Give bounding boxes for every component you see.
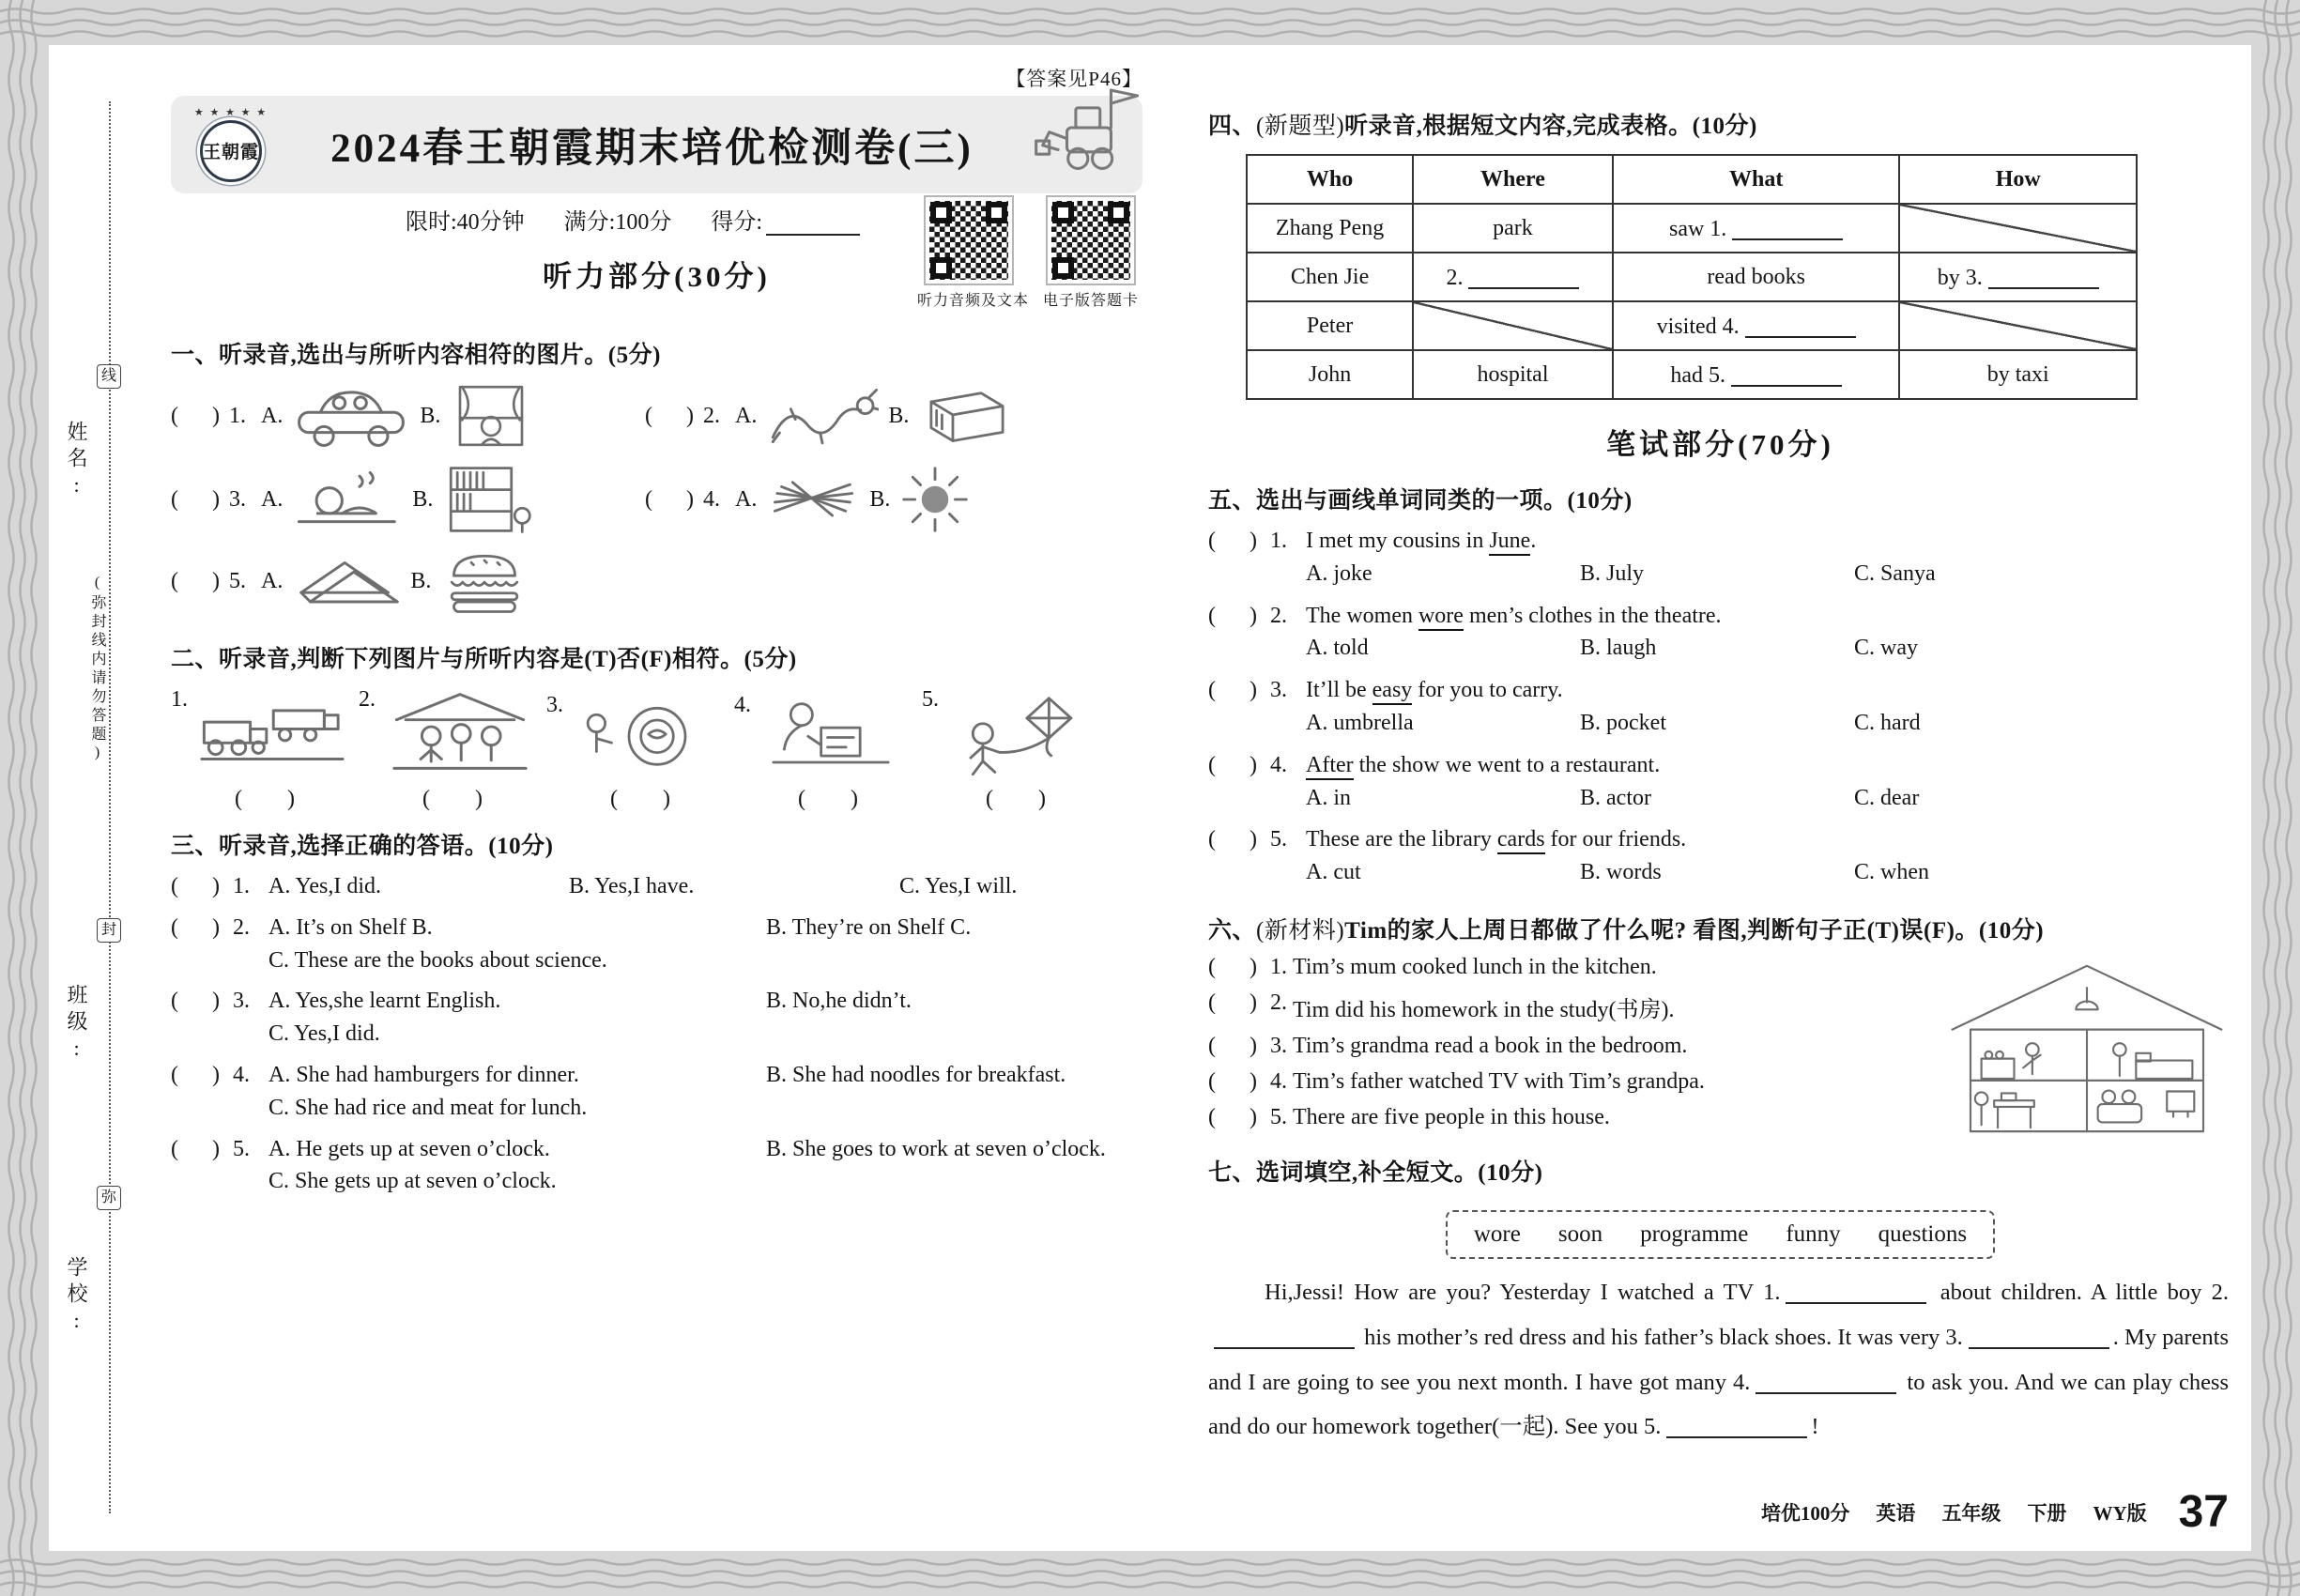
cell-what: saw 1. bbox=[1613, 204, 1900, 253]
option-a: A. Yes,she learnt English. bbox=[268, 989, 501, 1014]
qr-finder-icon bbox=[986, 202, 1007, 223]
crossed-cell bbox=[1899, 204, 2137, 253]
q1-row-1 bbox=[171, 379, 1142, 453]
item-number: 1. bbox=[228, 403, 246, 428]
essay-blank-4[interactable] bbox=[1756, 1368, 1896, 1394]
underlined-word: cards bbox=[1497, 827, 1545, 854]
option-a: A. umbrella bbox=[1306, 710, 1414, 735]
class-label: 班级: bbox=[65, 984, 88, 1066]
option-c: C. hard bbox=[1854, 710, 1921, 735]
q1-item-5 bbox=[171, 546, 645, 616]
cell-how: by 3. bbox=[1899, 253, 2137, 301]
stem-sentence: The women wore men’s clothes in the theatre. bbox=[1306, 600, 1722, 633]
q1-item-4 bbox=[645, 464, 1119, 535]
listening-table bbox=[1246, 154, 2138, 400]
seal-char-feng: 封 bbox=[97, 918, 121, 943]
q3-item-5 bbox=[171, 1133, 1142, 1199]
seal-dotted-line bbox=[109, 101, 111, 1513]
boy-with-kite-image bbox=[948, 687, 1095, 775]
stem-sentence: It’ll be easy for you to carry. bbox=[1306, 674, 1563, 707]
word-bank bbox=[1446, 1210, 1995, 1259]
option-a: A. cut bbox=[1306, 860, 1361, 885]
item-number: 2. bbox=[359, 687, 376, 712]
q2-item-4 bbox=[734, 693, 922, 775]
footer-subject: 英语 bbox=[1876, 1501, 1916, 1525]
item-number: 3. bbox=[228, 486, 246, 512]
q2-item-5 bbox=[922, 687, 1110, 775]
underlined-word: wore bbox=[1418, 604, 1464, 631]
q6-item-3 bbox=[1208, 1034, 1928, 1059]
answer-slot-q5-5[interactable]: ( ) bbox=[1208, 827, 1257, 852]
item-number: 4. bbox=[734, 693, 751, 717]
essay-blank-3[interactable] bbox=[1969, 1323, 2109, 1349]
written-part-title: 笔试部分(70分) bbox=[1606, 428, 1834, 461]
score-label: 得分: bbox=[711, 210, 763, 235]
answer-slot-q3-5[interactable]: ( ) bbox=[171, 1136, 220, 1161]
q1-row-3 bbox=[171, 546, 1142, 616]
item-number: 3. bbox=[1270, 678, 1287, 703]
qr-audio-item bbox=[917, 197, 1030, 310]
tf-slot-q6-3[interactable]: ( ) bbox=[1208, 1033, 1257, 1058]
table-blank-1[interactable] bbox=[1732, 214, 1843, 240]
q2-answer-slots bbox=[171, 787, 1142, 812]
item-number: 5. bbox=[228, 568, 246, 593]
new-material-tag: (新材料) bbox=[1256, 917, 1345, 944]
footer-series: 培优100分 bbox=[1760, 1501, 1850, 1525]
cell-who: Zhang Peng bbox=[1247, 204, 1413, 253]
item-number: 2. bbox=[233, 914, 250, 940]
qr-codes bbox=[917, 197, 1142, 310]
option-letter-b: B. bbox=[869, 486, 891, 512]
boy-sleeping-image bbox=[292, 466, 403, 533]
option-b: B. They’re on Shelf C. bbox=[766, 914, 972, 940]
cell-where: park bbox=[1413, 204, 1613, 253]
item-number: 3. bbox=[1270, 1033, 1287, 1058]
item-number: 4. bbox=[1270, 752, 1287, 777]
qr-finder-icon bbox=[1108, 202, 1129, 223]
paper-title: 2024春王朝霞期末培优检测卷(三) bbox=[330, 126, 974, 171]
statement-text: Tim’s father watched TV with Tim’s grandpa. bbox=[1293, 1068, 1705, 1094]
q1-item-3 bbox=[171, 464, 645, 535]
col-header-where: Where bbox=[1413, 155, 1613, 204]
option-b: B. laugh bbox=[1580, 636, 1657, 661]
cell-who: Chen Jie bbox=[1247, 253, 1413, 301]
item-number: 5. bbox=[1270, 1104, 1287, 1129]
item-number: 2. bbox=[1270, 990, 1287, 1015]
item-number: 1. bbox=[1270, 954, 1287, 979]
q1-row-2 bbox=[171, 464, 1142, 535]
item-number: 2. bbox=[1270, 603, 1287, 628]
hamburger-image bbox=[440, 547, 529, 615]
footer-grade: 五年级 bbox=[1941, 1501, 2001, 1525]
answer-slot-q3-4[interactable]: ( ) bbox=[171, 1062, 220, 1087]
option-letter-a: A. bbox=[260, 486, 284, 512]
cell-who: Peter bbox=[1247, 301, 1413, 350]
cell-what: read books bbox=[1613, 253, 1900, 301]
child-with-plate-image bbox=[573, 693, 713, 775]
tf-slot-q6-5[interactable]: ( ) bbox=[1208, 1104, 1257, 1129]
q5-item-3 bbox=[1208, 674, 2232, 740]
right-column bbox=[1208, 64, 2232, 1538]
tf-slot-3[interactable]: ( ) bbox=[610, 787, 670, 811]
section5-heading: 五、选出与画线单词同类的一项。(10分) bbox=[1208, 488, 1633, 514]
blank-number: 2. bbox=[2211, 1279, 2229, 1305]
item-number: 3. bbox=[233, 989, 250, 1014]
option-b: B. pocket bbox=[1580, 710, 1666, 735]
table-row bbox=[1247, 350, 2137, 399]
house-cutaway-image bbox=[1941, 957, 2232, 1139]
option-b: B. words bbox=[1580, 860, 1662, 885]
essay-blank-1[interactable] bbox=[1786, 1278, 1926, 1304]
answer-slot-q1-3[interactable]: ( ) bbox=[171, 486, 220, 512]
score-blank[interactable] bbox=[766, 209, 860, 236]
q2-item-1 bbox=[171, 687, 359, 775]
table-blank-5[interactable] bbox=[1731, 361, 1842, 387]
option-b: B. Yes,I have. bbox=[569, 874, 695, 898]
item-number: 2. bbox=[702, 403, 720, 428]
table-row bbox=[1247, 301, 2137, 350]
q1-item-1 bbox=[171, 379, 645, 453]
score-field bbox=[711, 203, 860, 236]
sticks-image bbox=[766, 468, 860, 530]
option-c: C. She had rice and meat for lunch. bbox=[268, 1095, 588, 1120]
q6-block bbox=[1208, 955, 2232, 1141]
logo-text: 王朝霞 bbox=[203, 143, 260, 162]
cell-how: by taxi bbox=[1899, 350, 2137, 399]
footer-edition: WY版 bbox=[2093, 1501, 2147, 1525]
qr-audio-label: 听力音频及文本 bbox=[917, 293, 1030, 309]
q6-item-4 bbox=[1208, 1069, 1928, 1095]
bank-word: wore bbox=[1473, 1220, 1521, 1247]
option-b: B. She had noodles for breakfast. bbox=[766, 1062, 1066, 1087]
tf-slot-2[interactable]: ( ) bbox=[422, 787, 483, 811]
q3-item-2 bbox=[171, 912, 1142, 977]
seal-char-mi: 弥 bbox=[97, 1186, 121, 1210]
mascot-loader-graphic bbox=[1034, 77, 1144, 178]
qr-card-item bbox=[1039, 197, 1142, 310]
option-letter-a: A. bbox=[260, 568, 284, 593]
girl-at-window-image bbox=[450, 382, 532, 450]
answer-slot-q3-3[interactable]: ( ) bbox=[171, 989, 220, 1014]
logo-circle bbox=[200, 120, 262, 182]
left-column bbox=[171, 64, 1142, 1538]
section7-heading: 七、选词填空,补全短文。(10分) bbox=[1208, 1159, 1543, 1186]
stem-sentence: After the show we went to a restaurant. bbox=[1306, 749, 1660, 782]
tf-slot-q6-1[interactable]: ( ) bbox=[1208, 954, 1257, 979]
car-with-children-image bbox=[292, 379, 410, 453]
option-a: A. told bbox=[1306, 636, 1369, 661]
option-c: C. when bbox=[1854, 860, 1929, 885]
table-header-row bbox=[1247, 155, 2137, 204]
statement-text: Tim’s mum cooked lunch in the kitchen. bbox=[1293, 954, 1657, 979]
option-c: C. Yes,I will. bbox=[899, 874, 1018, 898]
cell-what: had 5. bbox=[1613, 350, 1900, 399]
item-number: 1. bbox=[171, 687, 188, 712]
answer-slot-q3-2[interactable]: ( ) bbox=[171, 914, 220, 940]
blank-number: 5. bbox=[1644, 1414, 1662, 1440]
tf-slot-1[interactable]: ( ) bbox=[235, 787, 295, 811]
col-header-who: Who bbox=[1247, 155, 1413, 204]
answer-slot-q1-5[interactable]: ( ) bbox=[171, 568, 220, 593]
table-row bbox=[1247, 253, 2137, 301]
option-letter-b: B. bbox=[412, 486, 434, 512]
item-number: 3. bbox=[546, 693, 563, 717]
option-a: A. in bbox=[1306, 785, 1351, 810]
item-number: 5. bbox=[233, 1136, 250, 1161]
qr-card-label: 电子版答题卡 bbox=[1042, 293, 1139, 309]
tf-slot-q6-2[interactable]: ( ) bbox=[1208, 990, 1257, 1015]
tf-slot-5[interactable]: ( ) bbox=[986, 787, 1046, 811]
qr-finder-icon bbox=[930, 257, 952, 279]
table-blank-2[interactable] bbox=[1468, 263, 1579, 289]
option-letter-b: B. bbox=[888, 403, 910, 428]
option-b: B. She goes to work at seven o’clock. bbox=[766, 1136, 1106, 1161]
name-label: 姓名: bbox=[65, 421, 88, 502]
section1-heading: 一、听录音,选出与所听内容相符的图片。(5分) bbox=[171, 343, 661, 368]
seal-warning-text: (弥封线内请勿答题) bbox=[86, 571, 108, 768]
boy-writing-image bbox=[760, 693, 901, 775]
page-number: 37 bbox=[2178, 1487, 2229, 1537]
option-letter-a: A. bbox=[734, 403, 758, 428]
option-letter-b: B. bbox=[410, 568, 432, 593]
answer-slot-q5-1[interactable]: ( ) bbox=[1208, 529, 1257, 553]
option-a: A. joke bbox=[1306, 560, 1372, 586]
dragon-image bbox=[766, 380, 879, 452]
option-letter-a: A. bbox=[260, 403, 284, 428]
essay-blank-2[interactable] bbox=[1214, 1323, 1355, 1349]
item-number: 4. bbox=[702, 486, 720, 512]
essay-blank-5[interactable] bbox=[1666, 1412, 1807, 1438]
option-c: C. dear bbox=[1854, 785, 1920, 810]
option-a: A. She had hamburgers for dinner. bbox=[268, 1062, 579, 1087]
col-header-how: How bbox=[1899, 155, 2137, 204]
q5-item-2 bbox=[1208, 600, 2232, 666]
q3-item-1 bbox=[171, 870, 1142, 903]
stem-sentence: I met my cousins in June. bbox=[1306, 525, 1536, 558]
section3-heading: 三、听录音,选择正确的答语。(10分) bbox=[171, 834, 554, 859]
answ er-slot-q5-2[interactable]: ( ) bbox=[1208, 603, 1257, 628]
option-a: A. Yes,I did. bbox=[268, 874, 382, 898]
brand-logo-badge bbox=[188, 108, 274, 182]
qr-finder-icon bbox=[1052, 257, 1074, 279]
crossed-cell bbox=[1899, 301, 2137, 350]
option-a: A. He gets up at seven o’clock. bbox=[268, 1136, 550, 1161]
exam-sheet bbox=[49, 45, 2251, 1551]
q2-item-2 bbox=[359, 687, 546, 775]
col-header-what: What bbox=[1613, 155, 1900, 204]
table-row bbox=[1247, 204, 2137, 253]
item-number: 5. bbox=[922, 687, 939, 712]
answer-slot-q1-4[interactable]: ( ) bbox=[645, 486, 694, 512]
sandwich-image bbox=[292, 546, 401, 616]
bookshelf-image bbox=[442, 464, 534, 535]
item-number: 1. bbox=[1270, 529, 1287, 553]
section4-heading: 四、(新题型)听录音,根据短文内容,完成表格。(10分) bbox=[1208, 114, 1757, 139]
table-blank-4[interactable] bbox=[1745, 312, 1856, 338]
q3-item-3 bbox=[171, 985, 1142, 1051]
bank-word: programme bbox=[1640, 1220, 1749, 1247]
cell-where: hospital bbox=[1413, 350, 1613, 399]
qr-code-answer-card bbox=[1048, 197, 1134, 284]
underlined-word: After bbox=[1306, 753, 1354, 780]
bank-word: questions bbox=[1878, 1220, 1968, 1247]
option-b: B. No,he didn’t. bbox=[766, 989, 912, 1014]
stem-sentence: These are the library cards for our friends. bbox=[1306, 823, 1686, 856]
q5-item-1 bbox=[1208, 525, 2232, 591]
option-c: C. way bbox=[1854, 636, 1918, 661]
meta-block bbox=[171, 203, 1142, 323]
tf-slot-4[interactable]: ( ) bbox=[798, 787, 858, 811]
bank-word: soon bbox=[1557, 1220, 1603, 1247]
statement-text: Tim did his homework in the study(书房). bbox=[1293, 997, 1675, 1022]
qr-code-audio bbox=[926, 197, 1012, 284]
cell-where: 2. bbox=[1413, 253, 1613, 301]
blank-number: 1. bbox=[1763, 1279, 1781, 1305]
sun-image bbox=[899, 464, 971, 535]
new-type-tag: (新题型) bbox=[1256, 114, 1345, 139]
q2-figures bbox=[171, 687, 1142, 775]
section6-heading: 六、(新材料)Tim的家人上周日都做了什么呢? 看图,判断句子正(T)误(F)。(10分) bbox=[1208, 917, 2045, 944]
q6-item-2 bbox=[1208, 990, 1928, 1023]
section2-heading: 二、听录音,判断下列图片与所听内容是(T)否(F)相符。(5分) bbox=[171, 647, 797, 672]
item-number: 1. bbox=[233, 874, 250, 898]
full-score-label: 满分:100分 bbox=[563, 210, 672, 235]
option-b: B. actor bbox=[1580, 785, 1651, 810]
answer-slot-q5-4[interactable]: ( ) bbox=[1208, 752, 1257, 777]
cloze-passage: Hi,Jessi! How are you? Yesterday I watched a TV 1. about children. A little boy 2. his mother’s red dress and his father’s black shoes. It was very 3. . My parents and I are going to see you next month. I have got many 4. to ask you. And we can play chess and do our homework together(一起). See you 5. ! bbox=[1208, 1279, 2230, 1440]
item-number: 4. bbox=[233, 1062, 250, 1087]
crossed-cell bbox=[1413, 301, 1613, 350]
bank-word: funny bbox=[1786, 1220, 1841, 1247]
answer-slot-q1-1[interactable]: ( ) bbox=[171, 403, 220, 428]
q6-statements bbox=[1208, 955, 1928, 1141]
answer-reference: 【答案见P46】 bbox=[1005, 68, 1142, 90]
statement-text: There are five people in this house. bbox=[1293, 1104, 1610, 1129]
answer-slot-q3-1[interactable]: ( ) bbox=[171, 874, 220, 898]
qr-finder-icon bbox=[930, 202, 952, 223]
option-letter-b: B. bbox=[420, 403, 441, 428]
tf-slot-q6-4[interactable]: ( ) bbox=[1208, 1068, 1257, 1094]
school-label: 学校: bbox=[65, 1256, 88, 1338]
q5-item-5 bbox=[1208, 823, 2232, 889]
q6-item-5 bbox=[1208, 1105, 1928, 1130]
logo-stars: ★ ★ ★ ★ ★ bbox=[193, 106, 268, 118]
qr-finder-icon bbox=[1052, 202, 1074, 223]
option-c: C. She gets up at seven o’clock. bbox=[268, 1169, 557, 1194]
blank-number: 3. bbox=[1945, 1324, 1963, 1350]
blank-number: 4. bbox=[1733, 1369, 1751, 1395]
q1-item-2 bbox=[645, 379, 1119, 453]
table-blank-3[interactable] bbox=[1988, 263, 2099, 289]
book-image bbox=[918, 384, 1016, 448]
answer-slot-q5-3[interactable]: ( ) bbox=[1208, 678, 1257, 703]
option-c: C. These are the books about science. bbox=[268, 947, 607, 973]
cell-who: John bbox=[1247, 350, 1413, 399]
item-number: 5. bbox=[1270, 827, 1287, 852]
children-under-roof-image bbox=[385, 687, 535, 775]
paper-header bbox=[171, 96, 1142, 193]
q5-item-4 bbox=[1208, 749, 2232, 815]
cell-what: visited 4. bbox=[1613, 301, 1900, 350]
q3-item-4 bbox=[171, 1059, 1142, 1125]
footer-volume: 下册 bbox=[2027, 1501, 2067, 1525]
option-b: B. July bbox=[1580, 560, 1645, 586]
statement-text: Tim’s grandma read a book in the bedroom. bbox=[1293, 1033, 1688, 1058]
q6-item-1 bbox=[1208, 955, 1928, 980]
underlined-word: June bbox=[1489, 529, 1530, 556]
listening-part-title: 听力部分(30分) bbox=[543, 260, 771, 293]
option-letter-a: A. bbox=[734, 486, 758, 512]
seal-char-line: 线 bbox=[97, 364, 121, 389]
underlined-word: easy bbox=[1372, 678, 1413, 705]
option-c: C. Sanya bbox=[1854, 560, 1936, 586]
option-c: C. Yes,I did. bbox=[268, 1021, 380, 1047]
q2-item-3 bbox=[546, 693, 734, 775]
binding-margin bbox=[49, 45, 143, 1551]
item-number: 4. bbox=[1270, 1068, 1287, 1094]
answer-slot-q1-2[interactable]: ( ) bbox=[645, 403, 694, 428]
time-limit-label: 限时:40分钟 bbox=[406, 210, 525, 235]
page-footer bbox=[1208, 1477, 2232, 1538]
trucks-image bbox=[197, 687, 347, 775]
option-a: A. It’s on Shelf B. bbox=[268, 914, 433, 940]
